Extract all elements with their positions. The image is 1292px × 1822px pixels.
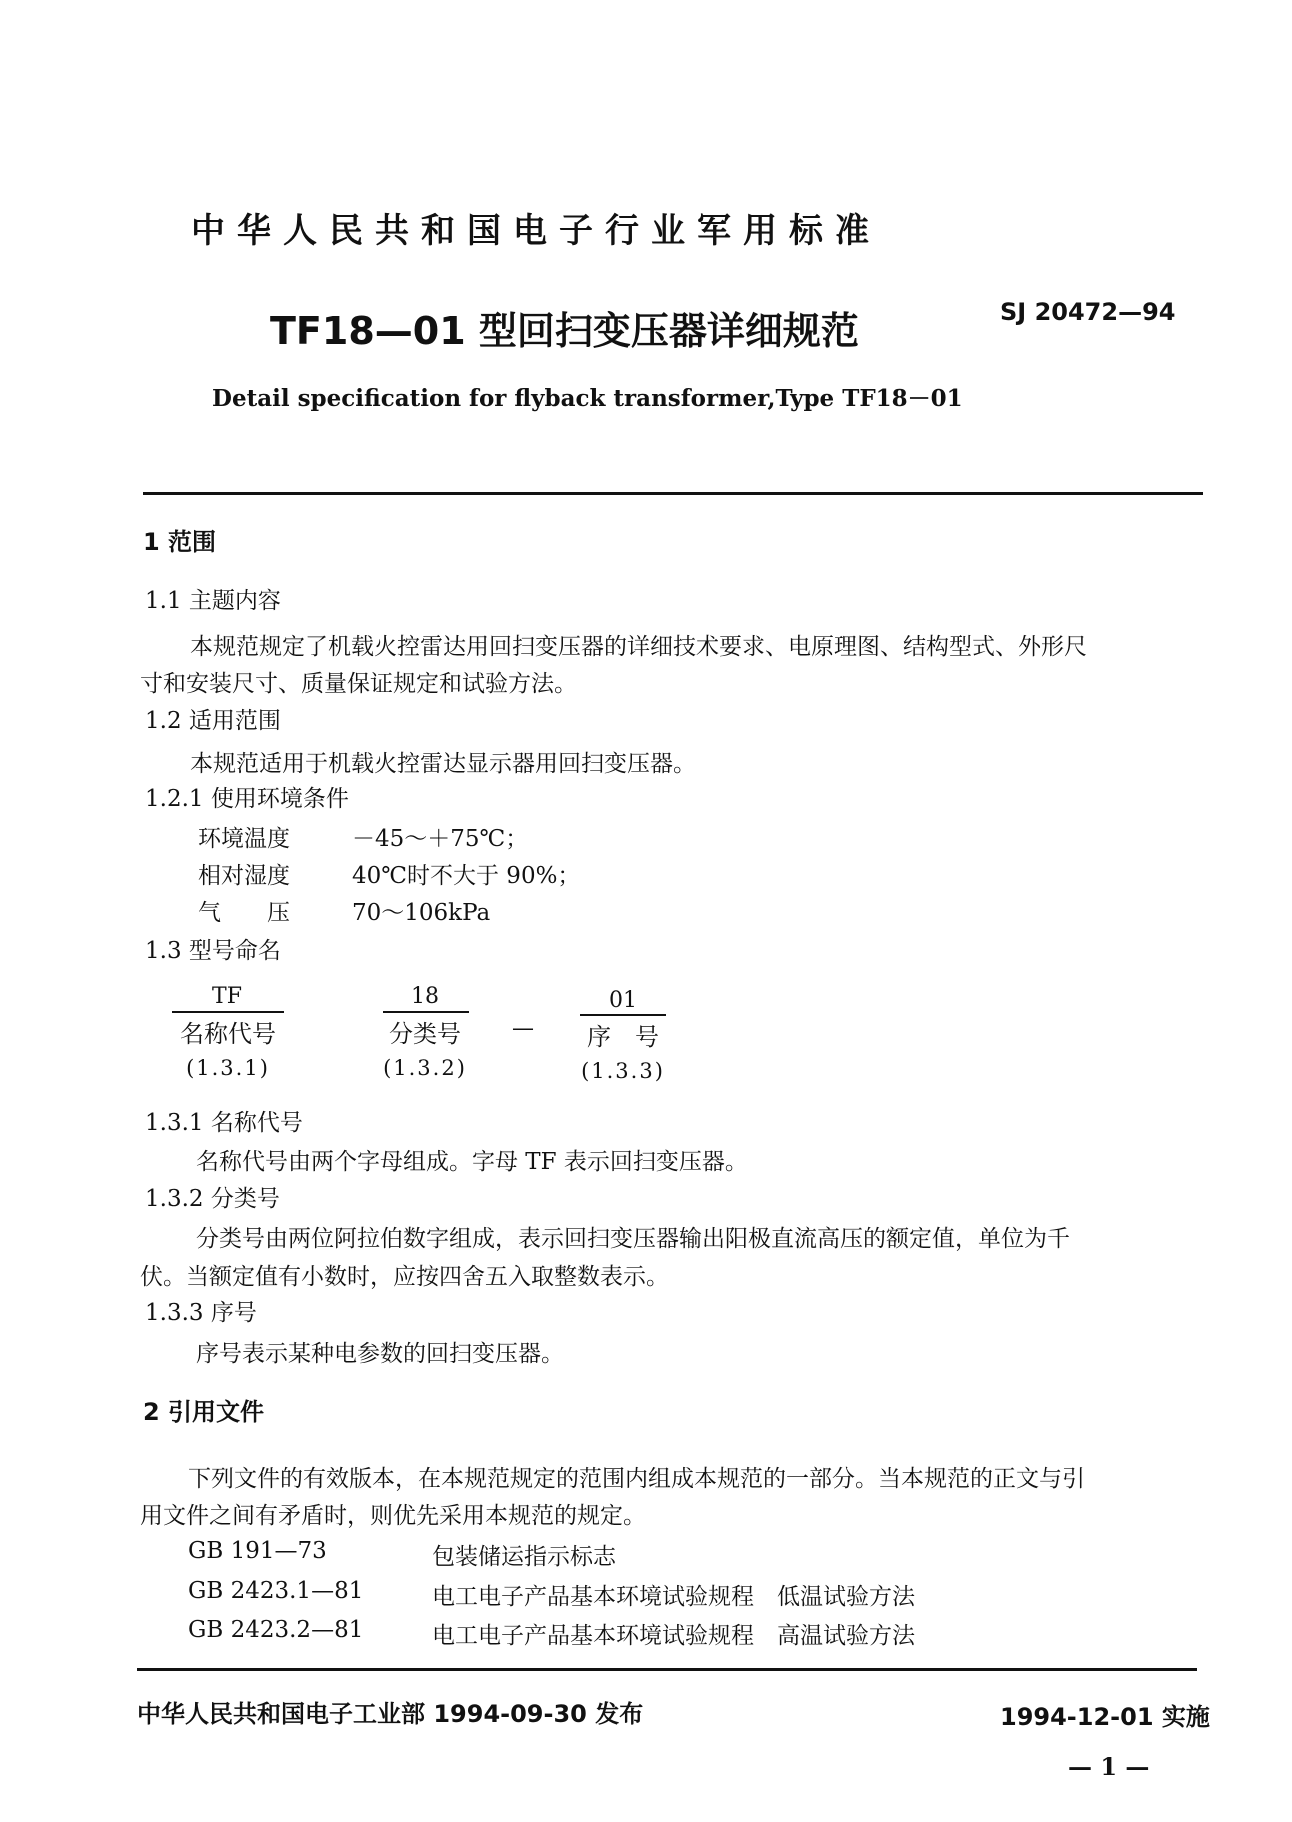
ref-code-3: GB 2423.2—81 (188, 1617, 364, 1643)
section-1-3-2-text-line2: 伏。当额定值有小数时，应按四舍五入取整数表示。 (140, 1264, 669, 1290)
section-2-text-line1: 下列文件的有效版本，在本规范规定的范围内组成本规范的一部分。当本规范的正文与引 (188, 1466, 1085, 1492)
env-label-temperature: 环境温度 (198, 826, 290, 852)
ref-desc-1: 包装储运指示标志 (432, 1544, 616, 1570)
model-label-name: 名称代号 (180, 1020, 276, 1048)
ref-code-2: GB 2423.1—81 (188, 1578, 364, 1604)
model-label-serial: 序 号 (587, 1023, 659, 1051)
section-1-3-2-text-line1: 分类号由两位阿拉伯数字组成，表示回扫变压器输出阳极直流高压的额定值，单位为千 (196, 1226, 1070, 1252)
english-title: Detail specification for flyback transformer,Type TF18－01 (212, 385, 963, 412)
document-code: SJ 20472—94 (1000, 298, 1176, 326)
model-bar-class (383, 1011, 469, 1013)
section-1-2-heading: 1.2 适用范围 (145, 708, 281, 734)
model-bar-serial (580, 1014, 666, 1016)
document-title: TF18—01 型回扫变压器详细规范 (270, 309, 859, 353)
model-separator: — (512, 1016, 534, 1041)
model-ref-class: (1.3.2) (383, 1056, 467, 1080)
section-1-2-text: 本规范适用于机载火控雷达显示器用回扫变压器。 (190, 751, 696, 777)
section-1-heading: 1 范围 (143, 528, 217, 556)
section-1-3-3-text: 序号表示某种电参数的回扫变压器。 (196, 1341, 564, 1367)
section-1-3-heading: 1.3 型号命名 (145, 938, 281, 964)
model-code-serial: 01 (609, 988, 637, 1013)
section-1-1-text-line2: 寸和安装尺寸、质量保证规定和试验方法。 (140, 671, 577, 697)
section-1-1-heading: 1.1 主题内容 (145, 588, 281, 614)
section-1-2-1-heading: 1.2.1 使用环境条件 (145, 786, 349, 812)
ref-code-1: GB 191—73 (188, 1538, 327, 1564)
header-divider (143, 492, 1203, 495)
model-bar-name (172, 1011, 284, 1013)
footer-divider (137, 1668, 1197, 1671)
model-label-class: 分类号 (389, 1020, 461, 1048)
env-value-humidity: 40℃时不大于 90%； (352, 863, 581, 889)
ref-desc-2: 电工电子产品基本环境试验规程 低温试验方法 (432, 1584, 915, 1610)
page-number: — 1 — (1068, 1752, 1150, 1781)
effective-date: 1994-12-01 实施 (1000, 1703, 1210, 1731)
standard-category-title: 中华人民共和国电子行业军用标准 (191, 211, 881, 251)
section-1-3-3-heading: 1.3.3 序号 (145, 1300, 257, 1326)
ref-desc-3: 电工电子产品基本环境试验规程 高温试验方法 (432, 1623, 915, 1649)
model-code-class: 18 (411, 984, 439, 1009)
model-ref-name: (1.3.1) (186, 1056, 270, 1080)
env-label-humidity: 相对湿度 (198, 863, 290, 889)
env-value-temperature: －45～＋75℃； (352, 826, 529, 852)
model-ref-serial: (1.3.3) (581, 1059, 665, 1083)
env-value-pressure: 70～106kPa (352, 900, 491, 926)
model-code-name: TF (212, 984, 242, 1009)
section-1-3-1-text: 名称代号由两个字母组成。字母 TF 表示回扫变压器。 (196, 1149, 748, 1175)
section-1-3-2-heading: 1.3.2 分类号 (145, 1186, 280, 1212)
section-1-3-1-heading: 1.3.1 名称代号 (145, 1110, 303, 1136)
section-2-heading: 2 引用文件 (143, 1398, 265, 1426)
env-label-pressure: 气 压 (198, 900, 290, 926)
publisher-line: 中华人民共和国电子工业部 1994-09-30 发布 (137, 1700, 644, 1728)
section-1-1-text-line1: 本规范规定了机载火控雷达用回扫变压器的详细技术要求、电原理图、结构型式、外形尺 (190, 634, 1087, 660)
section-2-text-line2: 用文件之间有矛盾时，则优先采用本规范的规定。 (140, 1503, 646, 1529)
